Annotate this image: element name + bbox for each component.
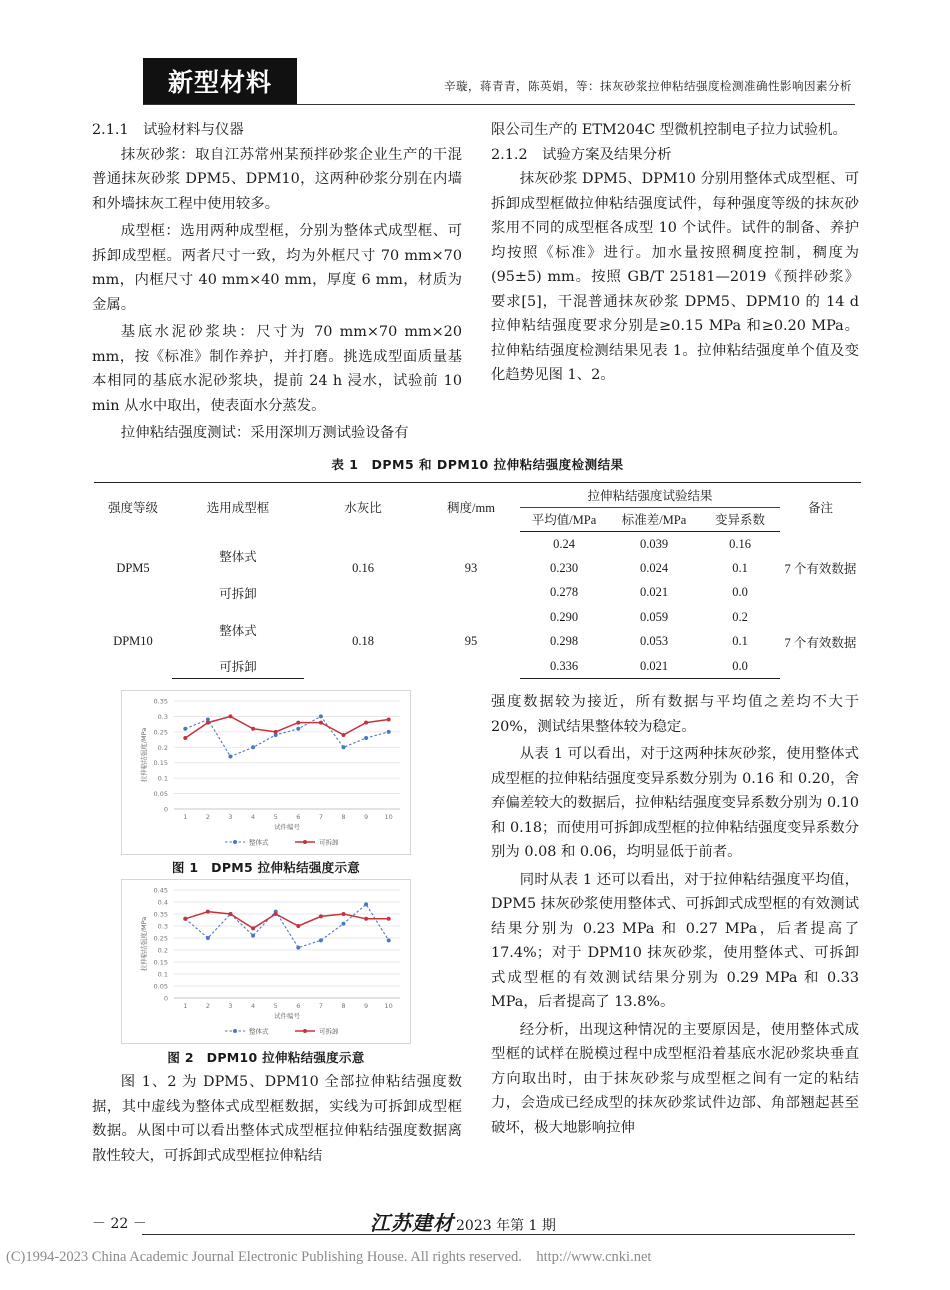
data-point bbox=[319, 721, 323, 725]
cell-frame: 整体式 bbox=[219, 623, 257, 638]
y-tick-label: 0.1 bbox=[157, 774, 168, 783]
y-tick-label: 0.1 bbox=[157, 970, 168, 979]
data-point bbox=[342, 912, 346, 916]
data-point bbox=[364, 736, 368, 740]
header-frame: 选用成型框 bbox=[172, 483, 304, 532]
copyright-notice: (C)1994-2023 China Academic Journal Electronic Publishing House. All rights reserved. http://www.cnki.net bbox=[6, 1249, 652, 1265]
cell-consistency: 95 bbox=[464, 634, 478, 649]
data-point bbox=[206, 936, 210, 940]
paragraph: 基底水泥砂浆块：尺寸为 70 mm×70 mm×20 mm，按《标准》制作养护，并打磨。挑选成型面质量基本相同的基底水泥砂浆块，提前 24 h 浸水，试验前 10 min 从水中取出，使表面水分蒸发。 bbox=[92, 324, 462, 414]
x-tick-label: 4 bbox=[251, 1002, 256, 1010]
x-tick-label: 3 bbox=[228, 1002, 233, 1010]
y-tick-label: 0.2 bbox=[157, 743, 168, 752]
header-sd: 标准差/MPa bbox=[608, 507, 700, 532]
paragraph: 抹灰砂浆：取自江苏常州某预拌砂浆企业生产的干混普通抹灰砂浆 DPM5、DPM10，这两种砂浆分别在内墙和外墙抹灰工程中使用较多。 bbox=[92, 146, 462, 212]
y-tick-label: 0.45 bbox=[153, 886, 168, 895]
y-tick-label: 0.25 bbox=[153, 934, 168, 943]
data-point bbox=[364, 721, 368, 725]
paragraph: 拉伸粘结强度测试：采用深圳万测试验设备有 bbox=[120, 425, 409, 441]
cell-sd: 0.021 bbox=[639, 585, 669, 600]
header-note: 备注 bbox=[780, 483, 861, 532]
x-axis-title: 试件编号 bbox=[274, 1012, 300, 1020]
cell-sd: 0.053 bbox=[639, 634, 669, 649]
legend-label: 可拆卸 bbox=[319, 1027, 339, 1036]
data-point bbox=[251, 934, 255, 938]
legend-label: 整体式 bbox=[249, 838, 269, 847]
x-tick-label: 4 bbox=[251, 813, 256, 821]
footer-rule bbox=[142, 1234, 855, 1235]
y-tick-label: 0.15 bbox=[153, 958, 168, 967]
legend-label: 整体式 bbox=[249, 1027, 269, 1036]
x-tick-label: 5 bbox=[273, 813, 278, 821]
data-point bbox=[229, 714, 233, 718]
y-tick-label: 0 bbox=[163, 994, 168, 1003]
y-tick-label: 0.3 bbox=[157, 712, 168, 721]
cell-note: 7 个有效数据 bbox=[784, 635, 857, 650]
cell-consistency: 93 bbox=[464, 560, 478, 575]
data-point bbox=[319, 914, 323, 918]
paragraph: 经分析，出现这种情况的主要原因是，使用整体式成型框的试样在脱模过程中成型框沿着基底水泥砂浆块垂直方向取出时，由于抹灰砂浆与成型框之间有一定的粘结力，会造成已经成型的抹灰砂浆试件边部、角部翘起甚至破坏，极大地影响拉伸 bbox=[491, 1021, 859, 1136]
x-tick-label: 1 bbox=[183, 1002, 188, 1010]
section-tab: 新型材料 bbox=[143, 58, 297, 104]
paragraph: 从表 1 可以看出，对于这两种抹灰砂浆，使用整体式成型框的拉伸粘结强度变异系数分别为 0.16 和 0.20，舍弃偏差较大的数据后，拉伸粘结强度变异系数分别为 0.10 和 0.18；而使用可拆卸成型框的拉伸粘结强度变异系数分别为 0.08 和 0.06，均明显低于前者。 bbox=[491, 746, 859, 860]
journal-footer bbox=[370, 1207, 556, 1236]
data-point bbox=[183, 917, 187, 921]
y-tick-label: 0 bbox=[163, 805, 168, 814]
data-point bbox=[319, 714, 323, 718]
page-number: － 22 － bbox=[92, 1216, 147, 1232]
cell-sd: 0.024 bbox=[639, 560, 669, 575]
y-tick-label: 0.15 bbox=[153, 759, 168, 768]
y-tick-label: 0.25 bbox=[153, 728, 168, 737]
header-wc: 水灰比 bbox=[304, 483, 422, 532]
x-tick-label: 8 bbox=[341, 813, 346, 821]
data-point bbox=[251, 926, 255, 930]
right-bottom-column bbox=[491, 690, 859, 1140]
paragraph: 限公司生产的 ETM204C 型微机控制电子拉力试验机。 bbox=[491, 122, 847, 138]
data-point bbox=[296, 721, 300, 725]
y-tick-label: 0.05 bbox=[153, 982, 168, 991]
cell-frame: 可拆卸 bbox=[172, 654, 304, 679]
x-tick-label: 6 bbox=[296, 813, 301, 821]
data-point bbox=[206, 910, 210, 914]
cell-cv: 0.1 bbox=[732, 560, 748, 575]
cell-sd: 0.039 bbox=[639, 536, 669, 551]
y-tick-label: 0.3 bbox=[157, 922, 168, 931]
data-point bbox=[229, 755, 233, 759]
results-table bbox=[94, 455, 861, 679]
x-tick-label: 7 bbox=[318, 813, 323, 821]
legend-marker bbox=[303, 1029, 307, 1033]
cell-note: 7 个有效数据 bbox=[784, 562, 857, 577]
cell-cv: 0.0 bbox=[700, 654, 780, 679]
figure-1-caption: 图 1 DPM5 拉伸粘结强度示意 bbox=[171, 860, 361, 875]
cell-mean: 0.290 bbox=[549, 609, 579, 624]
x-axis-title: 试件编号 bbox=[274, 823, 300, 831]
data-point bbox=[251, 745, 255, 749]
cell-mean: 0.336 bbox=[520, 654, 608, 679]
cell-grade: DPM5 bbox=[116, 560, 150, 575]
header-results: 拉伸粘结强度试验结果 bbox=[520, 483, 780, 508]
cell-wc: 0.16 bbox=[352, 560, 374, 575]
running-head: 辛璇，蒋青青，陈英娟，等：抹灰砂浆拉伸粘结强度检测准确性影响因素分析 bbox=[444, 79, 852, 93]
chart-dpm5-svg bbox=[122, 691, 412, 856]
x-tick-label: 2 bbox=[205, 1002, 210, 1010]
data-point bbox=[387, 730, 391, 734]
section-heading-2-1-1: 2.1.1 试验材料与仪器 bbox=[92, 122, 244, 138]
y-axis-title: 拉伸粘结强度/MPa bbox=[140, 727, 148, 783]
y-tick-label: 0.4 bbox=[157, 898, 168, 907]
data-point bbox=[183, 736, 187, 740]
data-point bbox=[296, 946, 300, 950]
header-mean: 平均值/MPa bbox=[520, 507, 608, 532]
x-tick-label: 8 bbox=[341, 1002, 346, 1010]
series-line bbox=[185, 716, 388, 756]
table-row bbox=[94, 605, 861, 630]
chart-dpm10 bbox=[121, 879, 411, 1044]
cell-sd: 0.021 bbox=[608, 654, 700, 679]
section-heading-2-1-2: 2.1.2 试验方案及结果分析 bbox=[491, 146, 672, 163]
cell-cv: 0.1 bbox=[732, 634, 748, 649]
cell-cv: 0.2 bbox=[732, 609, 748, 624]
x-tick-label: 9 bbox=[364, 813, 369, 821]
data-point bbox=[274, 730, 278, 734]
figure-2-caption: 图 2 DPM10 拉伸粘结强度示意 bbox=[167, 1050, 365, 1065]
paragraph: 成型框：选用两种成型框，分别为整体式成型框、可拆卸成型框。两者尺寸一致，均为外框尺寸 70 mm×70 mm，内框尺寸 40 mm×40 mm，厚度 6 mm，材质为金属。 bbox=[92, 223, 462, 313]
y-tick-label: 0.35 bbox=[153, 697, 168, 706]
data-point bbox=[296, 727, 300, 731]
data-point bbox=[319, 938, 323, 942]
paragraph: 同时从表 1 还可以看出，对于拉伸粘结强度平均值，DPM5 抹灰砂浆使用整体式、可拆卸式成型框的有效测试结果分别为 0.23 MPa 和 0.27 MPa，后者提高了 17.4%；对于 DPM10 抹灰砂浆，使用整体式、可拆卸式成型框的有效测试结果分别为 0.29 MPa 和 0.33 MPa，后者提高了 13.8%。 bbox=[491, 871, 859, 1010]
x-tick-label: 7 bbox=[318, 1002, 323, 1010]
chart-dpm5 bbox=[121, 690, 411, 855]
cell-mean: 0.24 bbox=[553, 536, 575, 551]
left-column bbox=[92, 118, 462, 446]
table-row bbox=[94, 532, 861, 557]
y-tick-label: 0.35 bbox=[153, 910, 168, 919]
cell-cv: 0.16 bbox=[729, 536, 751, 551]
header-rule bbox=[143, 104, 855, 105]
legend-label: 可拆卸 bbox=[319, 838, 339, 847]
header-grade: 强度等级 bbox=[94, 483, 172, 532]
y-tick-label: 0.05 bbox=[153, 790, 168, 799]
cell-mean: 0.230 bbox=[549, 560, 579, 575]
cell-frame: 整体式 bbox=[219, 550, 257, 564]
cell-frame: 可拆卸 bbox=[219, 586, 257, 601]
data-point bbox=[387, 938, 391, 942]
journal-logo: 江苏建材 bbox=[370, 1211, 454, 1235]
data-point bbox=[229, 912, 233, 916]
legend-marker bbox=[233, 840, 237, 844]
legend-marker bbox=[303, 840, 307, 844]
data-point bbox=[206, 721, 210, 725]
left-bottom-column bbox=[92, 1070, 462, 1168]
y-tick-label: 0.2 bbox=[157, 946, 168, 955]
x-tick-label: 2 bbox=[205, 813, 210, 821]
data-point bbox=[342, 922, 346, 926]
paragraph: 抹灰砂浆 DPM5、DPM10 分别用整体式成型框、可拆卸成型框做拉伸粘结强度试件，每种强度等级的抹灰砂浆用不同的成型框各成型 10 个试件。试件的制备、养护均按照《标准》进行。加水量按照稠度控制，稠度为(95±5) mm。按照 GB/T 25181—2019《预拌砂浆》要求[5]，干混普通抹灰砂浆 DPM5、DPM10 的 14 d 拉伸粘结强度要求分别是≥0.15 MPa 和≥0.20 MPa。拉伸粘结强度检测结果见表 1。拉伸粘结强度单个值及变化趋势见图 1、2。 bbox=[491, 171, 859, 383]
x-tick-label: 3 bbox=[228, 813, 233, 821]
cell-mean: 0.278 bbox=[549, 585, 579, 600]
data-point bbox=[274, 912, 278, 916]
header-cv: 变异系数 bbox=[700, 507, 780, 532]
data-point bbox=[342, 745, 346, 749]
journal-issue: 2023 年第 1 期 bbox=[456, 1218, 556, 1234]
right-column bbox=[491, 118, 859, 388]
y-axis-title: 拉伸粘结强度/MPa bbox=[140, 916, 148, 972]
chart-dpm10-svg bbox=[122, 880, 412, 1045]
x-tick-label: 9 bbox=[364, 1002, 369, 1010]
legend-marker bbox=[233, 1029, 237, 1033]
cell-wc: 0.18 bbox=[352, 634, 374, 649]
x-tick-label: 10 bbox=[384, 813, 393, 821]
data-point bbox=[364, 917, 368, 921]
table-caption: 表 1 DPM5 和 DPM10 拉伸粘结强度检测结果 bbox=[331, 457, 624, 472]
data-point bbox=[251, 727, 255, 731]
data-point bbox=[342, 733, 346, 737]
data-point bbox=[364, 902, 368, 906]
paragraph: 强度数据较为接近，所有数据与平均值之差均不大于 20%，测试结果整体较为稳定。 bbox=[491, 694, 859, 735]
x-tick-label: 6 bbox=[296, 1002, 301, 1010]
paragraph: 图 1、2 为 DPM5、DPM10 全部拉伸粘结强度数据，其中虚线为整体式成型框数据，实线为可拆卸成型框数据。从图中可以看出整体式成型框拉伸粘结强度数据离散性较大，可拆卸式成型框拉伸粘结 bbox=[92, 1074, 462, 1164]
cell-cv: 0.0 bbox=[732, 585, 748, 600]
series-line bbox=[185, 716, 388, 738]
cell-sd: 0.059 bbox=[639, 609, 669, 624]
data-point bbox=[387, 917, 391, 921]
x-tick-label: 5 bbox=[273, 1002, 278, 1010]
data-point bbox=[183, 727, 187, 731]
header-consistency: 稠度/mm bbox=[422, 483, 520, 532]
data-point bbox=[296, 924, 300, 928]
cell-mean: 0.298 bbox=[549, 634, 579, 649]
x-tick-label: 10 bbox=[384, 1002, 393, 1010]
cell-grade: DPM10 bbox=[113, 634, 153, 649]
x-tick-label: 1 bbox=[183, 813, 188, 821]
data-point bbox=[387, 718, 391, 722]
